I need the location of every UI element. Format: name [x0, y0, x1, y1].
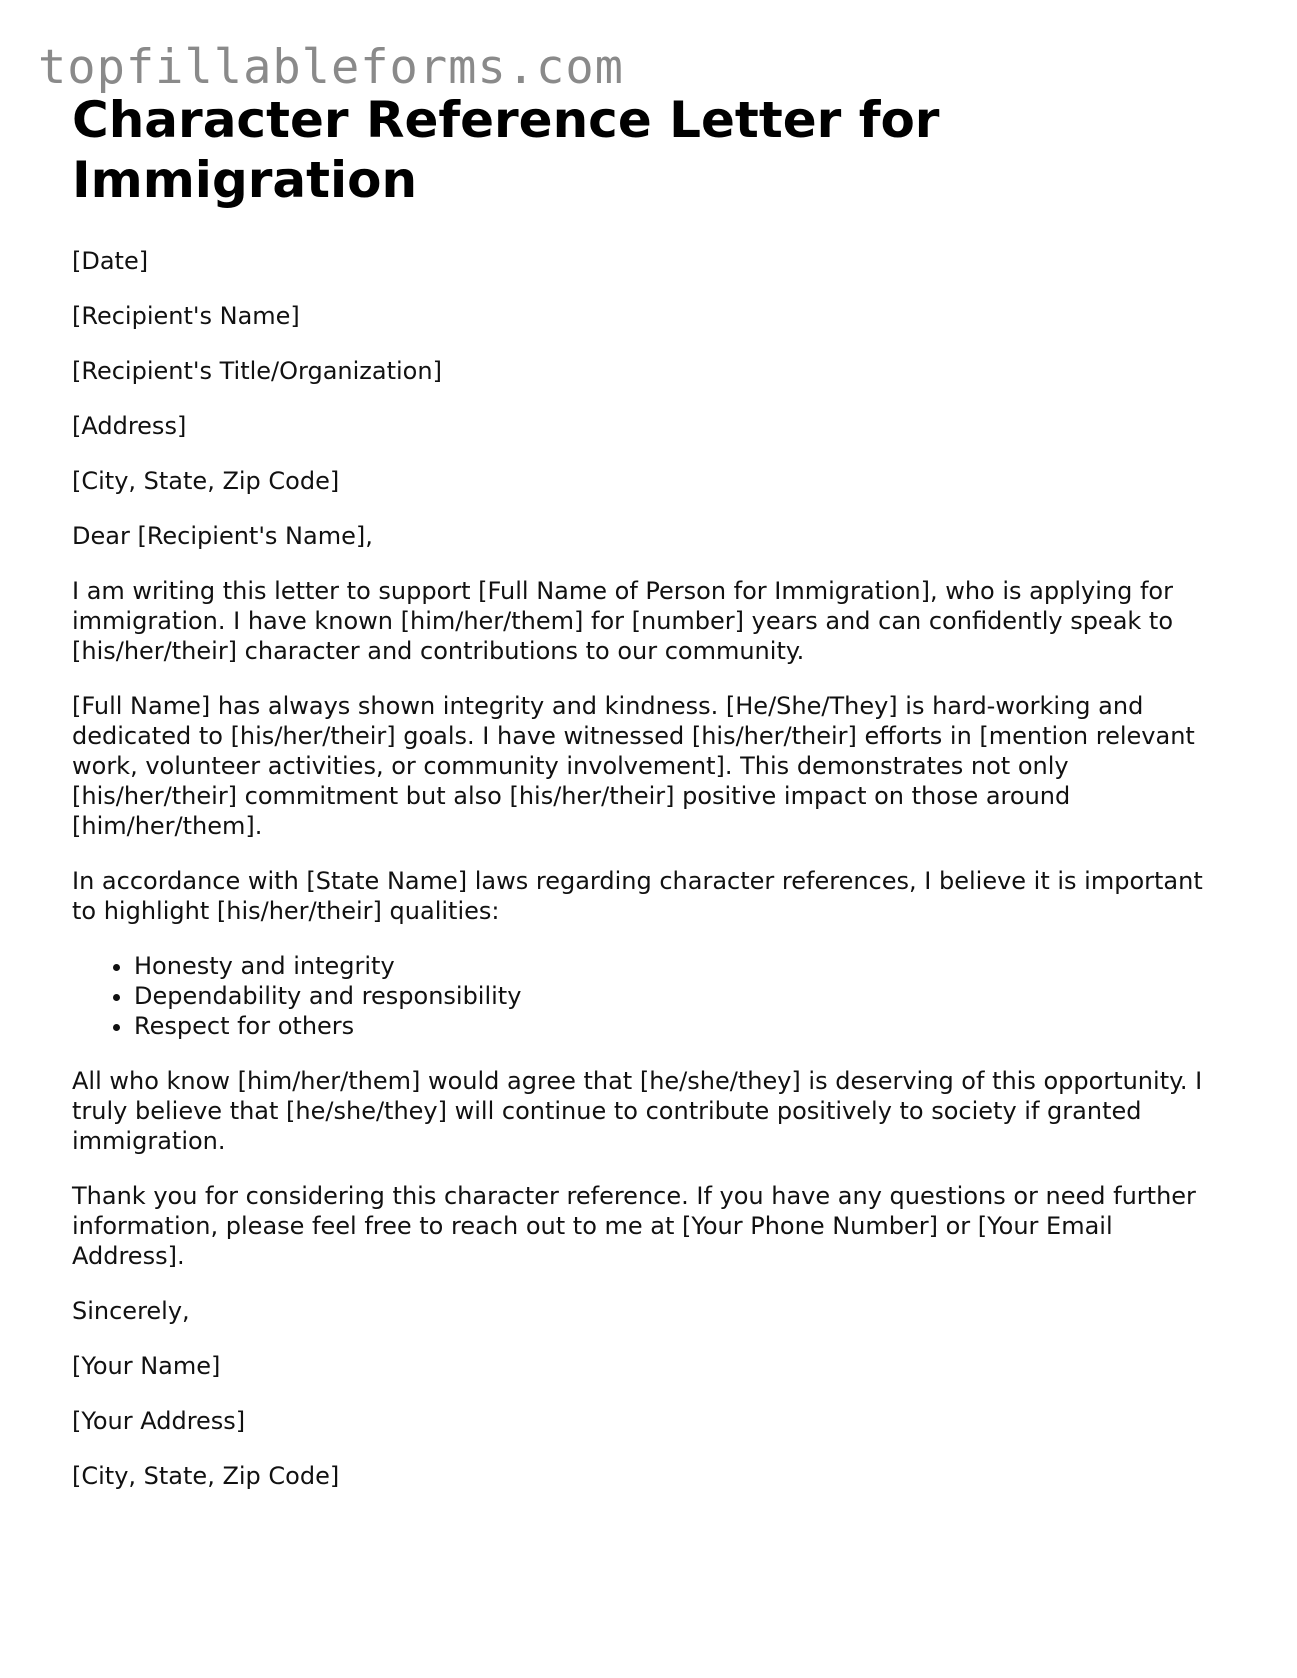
salutation: Dear [Recipient's Name], — [72, 522, 373, 550]
body-paragraph-qualities-intro: In accordance with [State Name] laws regarding character references, I believe it is important to highlight [his/her/their] qualities: — [72, 867, 1203, 925]
list-item: • Honesty and integrity — [134, 951, 1222, 981]
address-line: [Address] — [72, 412, 187, 440]
signature-city-line: [City, State, Zip Code] — [72, 1462, 340, 1490]
signoff: Sincerely, — [72, 1297, 190, 1325]
body-paragraph-intro: I am writing this letter to support [Full Name of Person for Immigration], who is applying for immigration. I have known [him/her/them] for [number] years and can confidently speak to [his/her/their] character and contributions to our community. — [72, 577, 1174, 665]
letter-document — [72, 90, 1222, 1516]
site-watermark: topfillableforms.com — [38, 40, 624, 95]
city-state-zip-line: [City, State, Zip Code] — [72, 467, 340, 495]
list-item: • Respect for others — [134, 1011, 1222, 1041]
recipient-title-line: [Recipient's Title/Organization] — [72, 357, 442, 385]
signature-address-line: [Your Address] — [72, 1407, 246, 1435]
body-paragraph-character: [Full Name] has always shown integrity and kindness. [He/She/They] is hard-working and dedicated to [his/her/their] goals. I have witnessed [his/her/their] efforts in [mention relevant work, volunteer activities, or community involvement]. This demonstrates not only [his/her/their] commitment but also [his/her/their] positive impact on those around [him/her/them]. — [72, 692, 1195, 840]
document-title: Character Reference Letter for Immigration — [72, 91, 940, 209]
body-paragraph-thanks: Thank you for considering this character reference. If you have any questions or need further information, please feel free to reach out to me at [Your Phone Number] or [Your Email Address]. — [72, 1182, 1196, 1270]
date-line: [Date] — [72, 247, 149, 275]
signature-name-line: [Your Name] — [72, 1352, 221, 1380]
body-paragraph-deserving: All who know [him/her/them] would agree that [he/she/they] is deserving of this opportunity. I truly believe that [he/she/they] will continue to contribute positively to society if granted immigration. — [72, 1067, 1203, 1155]
qualities-list — [72, 951, 1222, 1041]
recipient-name-line: [Recipient's Name] — [72, 302, 300, 330]
list-item: • Dependability and responsibility — [134, 981, 1222, 1011]
